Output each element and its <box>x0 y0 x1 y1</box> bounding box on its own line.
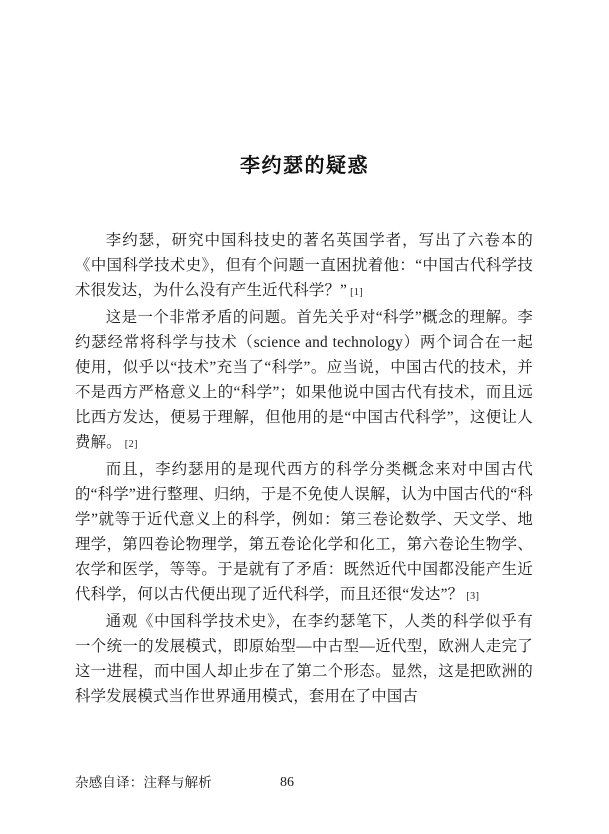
footer-book-title: 杂感自译：注释与解析 <box>75 775 212 790</box>
paragraph-3-text: 而且，李约瑟用的是现代西方的科学分类概念来对中国古代的“科学”进行整理、归纳，于是不免使人误解，认为中国古代的“科学”就等于近代意义上的科学，例如：第三卷论数学、天文学、地理学，第四卷论物理学，第五卷论化学和化工，第六卷论生物学、农学和医学，等等。于是就有了矛盾：既然近代中国都没能产生近代科学，何以古代便出现了近代科学，而且还很“发达”？ <box>75 461 533 603</box>
paragraph-1 <box>75 228 533 305</box>
paragraph-4-text: 通观《中国科学技术史》，在李约瑟笔下，人类的科学似乎有一个统一的发展模式，即原始型—中古型—近代型，欧洲人走完了这一进程，而中国人却止步在了第二个形态。显然，这是把欧洲的科学发展模式当作世界通用模式，套用在了中国古 <box>75 613 533 705</box>
paragraph-3 <box>75 457 533 609</box>
footnote-ref-1[interactable]: [1] <box>350 287 364 298</box>
paragraph-2 <box>75 305 533 457</box>
footnote-ref-2[interactable]: [2] <box>124 439 138 450</box>
page-footer <box>75 772 533 794</box>
page-title: 李约瑟的疑惑 <box>240 155 369 178</box>
paragraph-2-text: 这是一个非常矛盾的问题。首先关乎对“科学”概念的理解。李约瑟经常将科学与技术（science and technology）两个词合在一起使用，似乎以“技术”充当了“科学”。应当说，中国古代的技术，并不是西方严格意义上的“科学”；如果他说中国古代有技术，而且远比西方发达，便易于理解，但他用的是“中国古代科学”，这便让人费解。 <box>75 309 533 451</box>
paragraph-1-text: 李约瑟，研究中国科技史的著名英国学者，写出了六卷本的《中国科学技术史》，但有个问题一直困扰着他：“中国古代科学技术很发达，为什么没有产生近代科学？” <box>75 232 533 299</box>
footer-page-number: 86 <box>280 775 294 790</box>
footnote-ref-3[interactable]: [3] <box>466 591 480 602</box>
body-text-block <box>75 228 533 709</box>
paragraph-4 <box>75 609 533 709</box>
